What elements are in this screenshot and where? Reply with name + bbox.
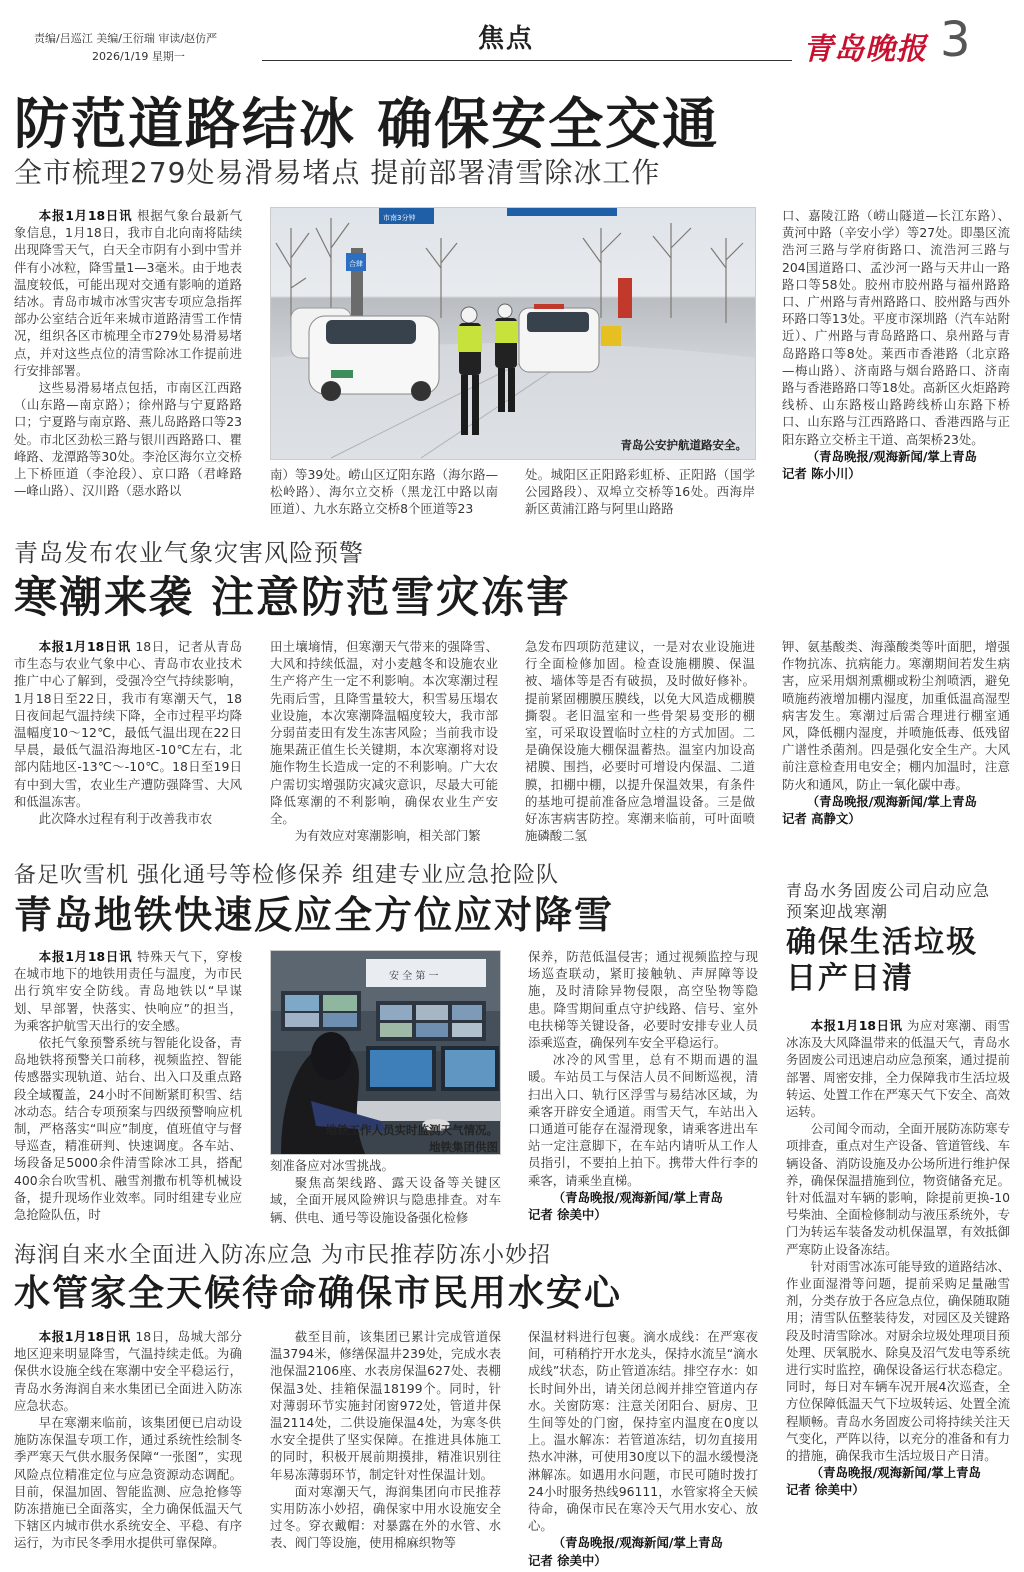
a2-credit-2: 记者 高静文） [782, 811, 861, 827]
a3-text-3b: 冰冷的风雪里，总有不期而遇的温暖。车站员工与保洁人员不间断巡视，清扫出入口、轨行区浮雪与易结冰区域，为乘客开辟安全通道。雨雪天气，车站出入口通道可能存在湿滑现象，请乘客进出车站一定注意脚下，在车站内请听从工作人员指引，不要拍上拍下。携带大件行李的乘客，请乘坐直梯。 [528, 1052, 758, 1188]
headline-a4-line1: 确保生活垃圾 [786, 925, 978, 960]
a1-dateline: 本报1月18日讯 [38, 208, 133, 223]
photo-caption-a1: 青岛公安护航道路安全。 [620, 438, 747, 452]
a2-text-2b: 为有效应对寒潮影响，相关部门繁 [294, 828, 481, 844]
a1-text-1b: 这些易滑易堵点包括，市南区江西路（山东路—南京路）；徐州路与宁夏路路口；宁夏路与南京路、燕儿岛路路口等23处。市北区劲松三路与银川西路路口、瞿峰路、龙潭路等30处。李沧区海尔立交桥上下桥匝道（李沧段）、京口路（君峰路—峰山路）、汉川路（惡水路以 [14, 380, 242, 499]
photo-wall-text: 安 全 第 一 [389, 971, 439, 982]
a2-column-4 [782, 638, 1010, 846]
a3-text-1: 特殊天气下，穿梭在城市地下的地铁用责任与温度，为市民出行筑牢安全防线。青岛地铁以“早谋划、早部署，快落实、快响应”的担当，为乘客护航雪天出行的安全感。 [14, 949, 242, 1033]
a1-credit-1: （青岛晚报/观海新闻/掌上青岛 [806, 448, 977, 464]
a3-text-3: 保养，防范低温侵害；通过视频监控与现场巡查联动，紧盯接触轨、声屏障等设施，及时清除异物侵限，高空坠物等隐患。降雪期间重点守护线路、信号、室外电扶梯等关键设备，必要时安排专业人员添乘巡查，确保列车安全平稳运行。 [528, 949, 758, 1051]
headline-a2: 寒潮来袭 注意防范雪灾冻害 [14, 573, 571, 623]
a4-text-2: 公司闻令而动，全面开展防冻防寒专项排查，重点对生产设备、管道管线、车辆设备、消防设施及办公场所进行维护保养，确保保温措施到位，物资储备充足。针对低温对车辆的影响，除提前更换-10号柴油、全面检修制动与液压系统外，专门为转运车装备发动机保温罩，有效抵御严寒防止设备冻结。 [786, 1121, 1010, 1257]
headline-a3: 青岛地铁快速反应全方位应对降雪 [14, 893, 615, 937]
kicker-a4-line2: 预案迎战寒潮 [786, 902, 889, 921]
editors-line: 责编/吕巡江 美编/王衍瑞 审读/赵仿严 [34, 32, 218, 45]
a3-credit-1: （青岛晚报/观海新闻/掌上青岛 [552, 1189, 723, 1205]
a1-credit-2: 记者 陈小川） [782, 466, 861, 482]
a1-column-4 [782, 207, 1010, 519]
a3-column-2 [270, 1157, 501, 1227]
a2-text-2: 田土壤墒情，但寒潮天气带来的强降雪、大风和持续低温，对小麦越冬和设施农业生产将产生一定不利影响。本次寒潮过程先雨后雪，且降雪量较大，积雪易压塌农业设施，本次寒潮降温幅度较大，我市部分弱苗麦田有发生冻害风险；当前我市设施果蔬正值生长关键期，本次寒潮将对设施作物生长造成一定的不利影响。广大农户需切实增强防灾减灾意识，尽最大可能降低寒潮的不利影响，确保农业生产安全。 [270, 639, 498, 827]
a3-text-2b: 聚焦高架线路、露天设备等关键区域，全面开展风险辨识与隐患排查。对车辆、供电、通号等设施设备强化检修 [270, 1175, 501, 1225]
a3-text-2: 刻准备应对冰雪挑战。 [270, 1158, 394, 1173]
a1-text-4: 口、嘉陵江路（崂山隧道—长江东路）、黄河中路（辛安小学）等27处。即墨区流浩河三路与学府街路口、流浩河三路与204国道路口、孟沙河一路与天井山一路路口等58处。胶州市胶州路与福州路路口、广州路与青州路路口、胶州路与西外环路口等13处。平度市深圳路（汽车站附近）、广州路与青岛路路口、泉州路与青岛路路口等8处。莱西市香港路（北京路—梅山路）、济南路与烟台路路口、济南路与香港路路口等18处。高新区火炬路跨线桥、山东路桜山路跨线桥山东路下桥口、山东路与江西路路口、香港西路与正阳东路立交桥主干道、高架桥23处。 [782, 208, 1010, 447]
a2-text-1b: 此次降水过程有利于改善我市农 [38, 811, 213, 827]
a5-text-1: 18日，岛城大部分地区迎来明显降雪，气温持续走低。为确保供水设施全线在寒潮中安全平稳运行，青岛水务海润自来水集团已全面进入防冻应急状态。 [14, 1329, 242, 1413]
a2-column-1 [14, 638, 242, 846]
photo-caption-a3 [306, 1122, 498, 1156]
headline-a4-line2: 日产日清 [786, 961, 914, 996]
header-rule [262, 60, 792, 61]
kicker-a5: 海润自来水全面进入防冻应急 为市民推荐防冻小妙招 [14, 1243, 551, 1268]
a5-credit-2: 记者 徐美中） [528, 1552, 607, 1568]
a3-column-3 [528, 948, 758, 1226]
a1-column-1 [14, 207, 242, 519]
photo-sign-text-1: 市南3分钟 [383, 214, 416, 222]
headline-a5: 水管家全天候待命确保市民用水安心 [14, 1273, 623, 1314]
a1-text-3: 处。城阳区正阳路彩虹桥、正阳路（国学公园路段）、双埠立交桥等16处。西海岸新区黄浦江路与阿里山路路 [525, 467, 755, 517]
a5-text-1b: 早在寒潮来临前，该集团便已启动设施防冻保温专项工作，通过系统性绘制冬季严寒天气供水服务保障“一张图”，实现风险点位精准定位与应急资源动态调配。目前，保温加固、智能监测、应急抢修等防冻措施已全面落实，全力确保低温天气下辖区内城市供水系统安全、平稳、有序运行，为市民冬季用水提供可靠保障。 [14, 1415, 242, 1551]
a4-credit-2: 记者 徐美中） [786, 1482, 865, 1498]
a5-column-2 [270, 1328, 501, 1568]
page-number: 3 [940, 12, 971, 68]
a5-column-1 [14, 1328, 242, 1568]
a2-credit-1: （青岛晚报/观海新闻/掌上青岛 [806, 793, 977, 809]
a5-credit-1: （青岛晚报/观海新闻/掌上青岛 [552, 1535, 723, 1551]
a4-text-3: 针对雨雪冰冻可能导致的道路结冰、作业面湿滑等问题，提前采购足量融雪剂，分类存放于各应急点位，确保随取随用；清雪队伍整装待发，对园区及关键路段及时清雪除冰。对厨余垃圾处理项目预处理、厌氧脱水、除臭及沼气发电等系统进行实时监控，确保设备运行状态稳定。同时，每日对车辆车况开展4次巡查，全方位保障低温天气下垃圾转运、处置全流程顺畅。青岛水务固废公司将持续关注天气变化，严阵以待，以充分的准备和有力的措施，确保我市生活垃圾日产日清。 [786, 1258, 1010, 1464]
a2-dateline: 本报1月18日讯 [38, 639, 131, 654]
photo-traffic-police [270, 207, 756, 460]
newspaper-logo: 青岛晚报 [803, 32, 927, 67]
a4-text-1: 为应对寒潮、雨雪冰冻及大风降温带来的低温天气，青岛水务固废公司迅速启动应急预案，通过提前部署、周密安排，全力保障我市生活垃圾转运、处置工作在严寒天气下安全、高效运转。 [786, 1018, 1010, 1120]
kicker-a3: 备足吹雪机 强化通号等检修保养 组建专业应急抢险队 [14, 863, 559, 888]
a2-text-1: 18日，记者从青岛市生态与农业气象中心、青岛市农业技术推广中心了解到，受强冷空气持续影响，1月18日至22日，我市有寒潮天气，18日夜间起气温持续下降，全市过程平均降温幅度10～12℃，最低气温出现在22日早晨，最低气温沿海地区-10℃左右，北部内陆地区-13℃～-10℃。18日至19日有中到大雪，农业生产遭防强降雪、大风和低温冻害。 [14, 639, 242, 809]
a3-column-1 [14, 948, 242, 1226]
a2-column-2 [270, 638, 498, 846]
a4-credit-1: （青岛晚报/观海新闻/掌上青岛 [810, 1465, 981, 1481]
a1-text-1: 根据气象台最新气象信息，1月18日，我市自北向南将陆续出现降雪天气，白天全市阴有小到中雪并伴有小冰粒，降雪量1—3毫米。由于地表温度较低，可能出现对交通有影响的道路结冰。青岛市城市冰雪灾害专项应急指挥部办公室结合近年来城市道路清雪工作情况，组织各区市梳理全市279处易滑易堵点，并对这些点位的清雪除冰工作提前进行安排部署。 [14, 208, 242, 378]
a1-column-2 [270, 466, 498, 518]
a5-dateline: 本报1月18日讯 [38, 1329, 131, 1344]
a1-text-2: 南）等39处。崂山区辽阳东路（海尔路—松岭路）、海尔立交桥（黑龙江中路以南匝道）、九水东路立交桥8个匝道等23 [270, 467, 498, 517]
kicker-a4-line1: 青岛水务固废公司启动应急 [786, 881, 991, 900]
photo-caption-a3-credit: 地铁集团供图 [429, 1140, 498, 1154]
a5-column-3 [528, 1328, 758, 1568]
kicker-a2: 青岛发布农业气象灾害风险预警 [14, 539, 364, 567]
headline-a1: 防范道路结冰 确保安全交通 [14, 92, 720, 156]
photo-sign-text-2: 合肆 [349, 260, 363, 268]
a5-text-3: 保温材料进行包裹。滴水成线：在严寒夜间，可稍稍拧开水龙头，保持水流呈“滴水成线”状态，防止管道冻结。排空存水：如长时间外出，请关闭总阀并排空管道内存水。关窗防寒：注意关闭阳台、厨房、卫生间等处的门窗，保持室内温度在0度以上。温水解冻：若管道冻结，切勿直接用热水冲淋，可使用30度以下的温水缓慢浇淋解冻。如遇用水问题，市民可随时拨打24小时服务热线96111，水管家将全天候待命，确保市民在寒冷天气用水安心、放心。 [528, 1329, 758, 1534]
a5-text-2: 截至目前，该集团已累计完成管道保温3794米，修缮保温井239处，完成水表池保温2106座、水表房保温627处、表棚保温3处、挂箱保温18199个。同时，针对薄弱环节实施封闭窗972处，管道井保温2114处，二供设施保温4处，为寒冬供水安全提供了坚实保障。在推进具体施工的同时，积极开展前期摸排，精准识别往年易冻薄弱环节，制定针对性保温计划。 [270, 1329, 501, 1482]
a4-body [786, 1017, 1010, 1567]
a1-column-3 [525, 466, 755, 518]
subtitle-a1: 全市梳理279处易滑易堵点 提前部署清雪除冰工作 [14, 156, 661, 189]
a3-credit-2: 记者 徐美中） [528, 1207, 607, 1223]
a2-text-3: 急发布四项防范建议，一是对农业设施进行全面检修加固。检查设施棚膜、保温被、墙体等是否有破损，及时做好修补。提前紧固棚膜压膜线，以免大风造成棚膜撕裂。老旧温室和一些骨架易变形的棚室，可采取设置临时立柱的方式加固。二是确保设施大棚保温蓄热。温室内加设高裙膜、围挡，必要时可增设内保温、二道膜，扣棚中棚，以提升保温效果，有条件的基地可提前准备应急增温设备。三是做好冻害病害防控。寒潮来临前，可叶面喷施磷酸二氢 [525, 639, 755, 844]
a2-column-3 [525, 638, 755, 846]
a3-dateline: 本报1月18日讯 [38, 949, 133, 964]
a3-text-1b: 依托气象预警系统与智能化设备，青岛地铁将预警关口前移，视频监控、智能传感器实现轨道、站台、出入口及重点路段全域覆盖，24小时不间断紧盯积雪、结冰动态。结合专项预案与四级预警响应机制，严格落实“叫应”制度，值班值守与督导巡查，精准研判、快速调度。各车站、场段备足5000余件清雪除冰工具，搭配400余台吹雪机、融雪剂撒布机等机械设备，提升现场作业效率。同时组建专业应急抢险队伍，时 [14, 1035, 242, 1223]
photo-caption-a3-line1: 地铁工作人员实时监测天气情况。 [325, 1123, 498, 1137]
a2-text-4: 钾、氨基酸类、海藻酸类等叶面肥，增强作物抗冻、抗病能力。寒潮期间若发生病害，应采用烟剂熏棚或粉尘剂喷洒，避免喷施药液增加棚内湿度，加重低温高湿型病害发生。寒潮过后需合理进行棚室通风，降低棚内湿度，并喷施低毒、低残留广谱性杀菌剂。四是强化安全生产。大风前注意检查用电安全；棚内加温时，注意防火和通风，防止一氧化碳中毒。 [782, 639, 1010, 792]
issue-date: 2026/1/19 星期一 [92, 50, 185, 63]
section-title: 焦点 [478, 24, 535, 54]
a5-text-2b: 面对寒潮天气，海润集团向市民推荐实用防冻小妙招，确保家中用水设施安全过冬。穿衣戴帽：对暴露在外的水管、水表、阀门等设施，使用棉麻织物等 [270, 1483, 501, 1551]
a4-dateline: 本报1月18日讯 [810, 1018, 903, 1033]
